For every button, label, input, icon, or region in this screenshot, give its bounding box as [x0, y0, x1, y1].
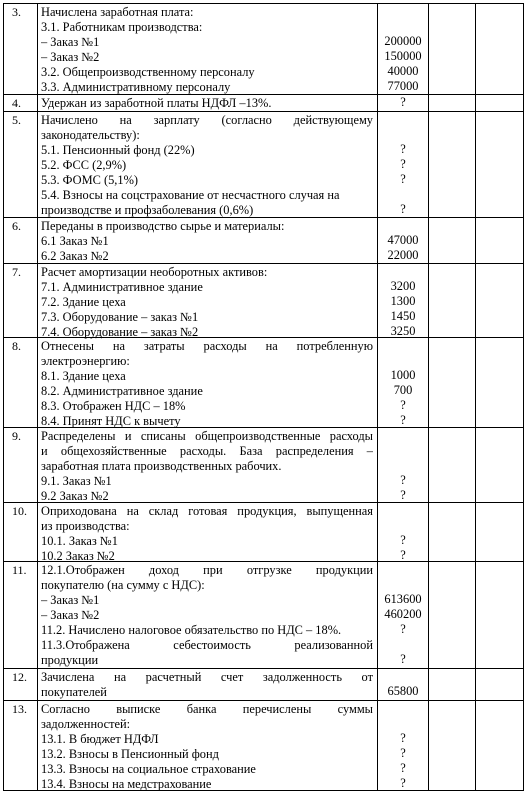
amount-value: 150000	[384, 49, 422, 63]
description-line: – Заказ №2	[41, 50, 100, 64]
amount-value: 22000	[387, 248, 419, 262]
table-row	[3, 337, 524, 427]
description-line: Удержан из заработной платы НДФЛ –13%.	[41, 96, 272, 110]
amount-cell	[378, 428, 428, 502]
description-line: Переданы в производство сырье и материалы:	[41, 219, 285, 233]
amount-value	[378, 187, 428, 202]
operation-description	[38, 669, 377, 700]
table-row	[3, 111, 524, 217]
operation-description	[38, 701, 377, 790]
amount-value	[378, 637, 428, 652]
description-line: 11.2. Начислено налоговое обязательство по НДС – 18%.	[41, 623, 342, 637]
operation-description	[38, 218, 377, 263]
operation-description	[38, 562, 377, 668]
amount-value: ?	[400, 776, 406, 790]
amount-value	[378, 127, 428, 142]
description-line: – Заказ №2	[41, 608, 100, 622]
description-line: 6.1 Заказ №1	[41, 234, 109, 248]
description-line: законодательству):	[41, 128, 140, 142]
amount-value	[378, 701, 428, 716]
description-line: и общехозяйственные расходы. База распределения –	[41, 444, 373, 458]
description-line: 7.4. Оборудование – заказ №2	[41, 325, 199, 339]
description-line: 7.3. Оборудование – заказ №1	[41, 310, 199, 324]
description-line: 3.3. Административному персоналу	[41, 80, 231, 94]
amount-value: ?	[400, 746, 406, 760]
description-line: 7.2. Здание цеха	[41, 295, 126, 309]
description-line: 5.2. ФСС (2,9%)	[41, 158, 127, 172]
amount-value	[378, 264, 428, 279]
description-line: задолженностей:	[41, 717, 131, 731]
description-line: – Заказ №1	[41, 35, 100, 49]
description-line: Согласно выписке банка перечислены суммы	[41, 702, 373, 716]
amount-value: ?	[400, 398, 406, 412]
amount-cell	[378, 562, 428, 668]
operation-description	[38, 428, 377, 502]
amount-value: ?	[400, 172, 406, 186]
column-divider	[428, 3, 429, 791]
description-line: 12.1.Отображен доход при отгрузке продукции	[41, 563, 373, 577]
amount-cell	[378, 112, 428, 217]
amount-value: ?	[400, 473, 406, 487]
column-divider	[37, 3, 38, 791]
description-line: 13.3. Взносы на социальное страхование	[41, 762, 256, 776]
amount-value: 1300	[390, 294, 416, 308]
description-line: 8.4. Принят НДС к вычету	[41, 414, 181, 428]
amount-value: 1000	[390, 368, 416, 382]
amount-cell	[378, 669, 428, 700]
row-number: 4.	[12, 96, 21, 110]
amount-value: ?	[400, 761, 406, 775]
table-row	[3, 427, 524, 502]
table-row	[3, 668, 524, 700]
amount-value	[378, 4, 428, 19]
operation-description	[38, 503, 377, 561]
amount-value: ?	[400, 413, 406, 427]
row-number: 13.	[12, 702, 27, 716]
table-row	[3, 502, 524, 561]
transactions-table	[3, 3, 524, 791]
operation-description	[38, 264, 377, 337]
amount-value	[378, 669, 428, 684]
amount-value: ?	[400, 202, 406, 216]
description-line: 7.1. Административное здание	[41, 280, 203, 294]
description-line: 3.2. Общепроизводственному персоналу	[41, 65, 255, 79]
row-number: 3.	[12, 5, 21, 19]
description-line: 5.4. Взносы на соцстрахование от несчастного случая на	[41, 188, 340, 202]
amount-value	[378, 338, 428, 353]
amount-value: 613600	[384, 592, 422, 606]
amount-value: 47000	[387, 233, 419, 247]
description-line: Распределены и списаны общепроизводственные расходы	[41, 429, 373, 443]
amount-value: 3200	[390, 279, 416, 293]
amount-value	[378, 518, 428, 533]
description-line: Расчет амортизации необоротных активов:	[41, 265, 268, 279]
column-divider	[475, 3, 476, 791]
amount-value	[378, 716, 428, 731]
amount-value	[378, 353, 428, 368]
amount-value: 65800	[387, 684, 419, 698]
column-divider	[3, 3, 4, 791]
row-number: 7.	[12, 265, 21, 279]
amount-value	[378, 218, 428, 233]
amount-value: ?	[400, 488, 406, 502]
table-row	[3, 561, 524, 668]
description-line: 8.2. Административное здание	[41, 384, 203, 398]
amount-value: 77000	[387, 79, 419, 93]
amount-value: ?	[400, 95, 406, 109]
amount-cell	[378, 218, 428, 263]
description-line: Отнесены на затраты расходы на потребленную	[41, 339, 373, 353]
description-line: производстве и профзаболевания (0,6%)	[41, 203, 254, 217]
amount-value: ?	[400, 142, 406, 156]
operation-description	[38, 95, 377, 111]
amount-value	[378, 577, 428, 592]
amount-value: 200000	[384, 34, 422, 48]
column-divider	[377, 3, 378, 791]
description-line: 9.2 Заказ №2	[41, 489, 109, 503]
amount-cell	[378, 503, 428, 561]
amount-value: ?	[400, 157, 406, 171]
operation-description	[38, 4, 377, 94]
description-line: Начислена заработная плата:	[41, 5, 194, 19]
amount-value: ?	[400, 652, 406, 666]
description-line: покупателю (на сумму с НДС):	[41, 578, 205, 592]
table-row	[3, 217, 524, 263]
row-number: 10.	[12, 504, 27, 518]
description-line: 9.1. Заказ №1	[41, 474, 112, 488]
amount-value	[378, 19, 428, 34]
table-row	[3, 700, 524, 791]
row-number: 9.	[12, 429, 21, 443]
description-line: 13.4. Взносы на медстрахование	[41, 777, 212, 791]
description-line: 13.1. В бюджет НДФЛ	[41, 732, 159, 746]
description-line: электроэнергию:	[41, 354, 130, 368]
description-line: Зачислена на расчетный счет задолженность от	[41, 670, 373, 684]
operation-description	[38, 112, 377, 217]
amount-value	[378, 443, 428, 458]
description-line: Начислено на зарплату (согласно действующему	[41, 113, 373, 127]
row-number: 6.	[12, 219, 21, 233]
amount-cell	[378, 4, 428, 94]
amount-cell	[378, 264, 428, 337]
amount-value: 460200	[384, 607, 422, 621]
row-number: 12.	[12, 670, 27, 684]
description-line: заработная плата производственных рабочих.	[41, 459, 282, 473]
description-line: – Заказ №1	[41, 593, 100, 607]
row-number: 11.	[12, 563, 27, 577]
table-row	[3, 3, 524, 94]
row-number: 8.	[12, 339, 21, 353]
description-line: 13.2. Взносы в Пенсионный фонд	[41, 747, 219, 761]
description-line: Оприходована на склад готовая продукция, выпущенная	[41, 504, 373, 518]
amount-value	[378, 503, 428, 518]
amount-value: 700	[393, 383, 413, 397]
amount-value	[378, 458, 428, 473]
amount-value	[378, 112, 428, 127]
description-line: 5.1. Пенсионный фонд (22%)	[41, 143, 195, 157]
amount-cell	[378, 338, 428, 427]
description-line: 10.1. Заказ №1	[41, 534, 118, 548]
amount-cell	[378, 701, 428, 790]
amount-value: 3250	[390, 324, 416, 338]
operation-description	[38, 338, 377, 427]
row-number: 5.	[12, 113, 21, 127]
amount-value: ?	[400, 622, 406, 636]
amount-value: 40000	[387, 64, 419, 78]
description-line: 10.2 Заказ №2	[41, 549, 115, 563]
amount-value: ?	[400, 533, 406, 547]
description-line: 5.3. ФОМС (5,1%)	[41, 173, 139, 187]
description-line: 8.3. Отображен НДС – 18%	[41, 399, 186, 413]
amount-value	[378, 562, 428, 577]
amount-value: 1450	[390, 309, 416, 323]
amount-value	[378, 428, 428, 443]
description-line: из производства:	[41, 519, 130, 533]
table-row	[3, 263, 524, 337]
table-row	[3, 94, 524, 111]
description-line: 3.1. Работникам производства:	[41, 20, 203, 34]
description-line: 8.1. Здание цеха	[41, 369, 126, 383]
description-line: 11.3.Отображена себестоимость реализованной	[41, 638, 373, 652]
description-line: покупателей	[41, 685, 107, 699]
description-line: 6.2 Заказ №2	[41, 249, 109, 263]
amount-value: ?	[400, 731, 406, 745]
description-line: продукции	[41, 653, 99, 667]
amount-cell	[378, 95, 428, 111]
amount-value: ?	[400, 548, 406, 562]
column-divider	[523, 3, 524, 791]
